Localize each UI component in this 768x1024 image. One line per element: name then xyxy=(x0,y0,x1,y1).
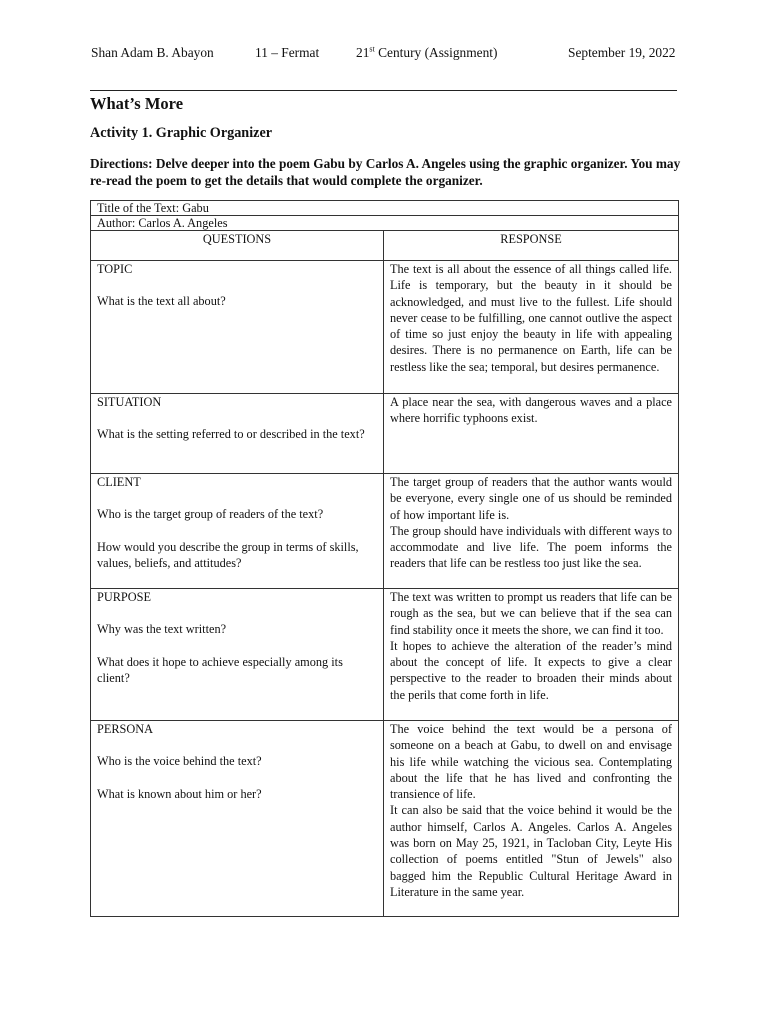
question-text: What is known about him or her? xyxy=(97,786,262,801)
response-text: It hopes to achieve the alteration of the reader’s mind about the concept of life. It expects to give a clear perspective to the reader to broaden their minds about the perils that come forth in life. xyxy=(390,638,673,702)
student-name: Shan Adam B. Abayon xyxy=(91,45,214,60)
question-text: Who is the target group of readers of the text? xyxy=(97,507,324,522)
table-row xyxy=(91,589,679,721)
question-cell xyxy=(91,721,384,917)
table-row xyxy=(91,261,679,394)
response-column-header: RESPONSE xyxy=(384,231,679,261)
response-cell xyxy=(384,261,679,394)
header-divider xyxy=(90,90,677,91)
author-row xyxy=(91,216,679,231)
page-header xyxy=(0,45,768,65)
question-cell xyxy=(91,261,384,394)
question-text: Why was the text written? xyxy=(97,622,227,637)
graphic-organizer-table xyxy=(90,200,679,917)
question-text: What does it hope to achieve especially among its client? xyxy=(97,654,343,685)
table-row xyxy=(91,474,679,589)
author-cell: Author: Carlos A. Angeles xyxy=(91,216,679,231)
text-title-cell: Title of the Text: Gabu xyxy=(91,201,679,216)
question-cell xyxy=(91,474,384,589)
response-text: The voice behind the text would be a persona of someone on a beach at Gabu, to dwell on and envisage his life while watching the vicious sea. Contemplating about the life that he has lived and confronting the transience of life. xyxy=(390,722,673,802)
question-cell xyxy=(91,394,384,474)
column-header-row xyxy=(91,231,679,261)
response-cell xyxy=(384,589,679,721)
question-text: What is the setting referred to or described in the text? xyxy=(97,427,365,442)
row-label: CLIENT xyxy=(97,475,141,489)
row-label: TOPIC xyxy=(97,262,133,276)
response-text: A place near the sea, with dangerous waves and a place where horrific typhoons exist. xyxy=(390,395,673,426)
table-row xyxy=(91,394,679,474)
subject-rest: Century (Assignment) xyxy=(374,45,498,60)
row-label: PERSONA xyxy=(97,722,154,736)
assignment-date: September 19, 2022 xyxy=(568,45,676,60)
subject-number: 21 xyxy=(356,45,370,60)
row-label: SITUATION xyxy=(97,395,162,409)
question-text: What is the text all about? xyxy=(97,294,226,309)
text-title-row xyxy=(91,201,679,216)
table-row xyxy=(91,721,679,917)
response-text: The group should have individuals with different ways to accommodate and live life. The poem informs the readers that life can be restless too just like the sea. xyxy=(390,523,673,571)
questions-column-header: QUESTIONS xyxy=(91,231,384,261)
subject-suffix: st xyxy=(369,44,375,54)
student-section: 11 – Fermat xyxy=(255,45,320,60)
response-cell xyxy=(384,474,679,589)
question-cell xyxy=(91,589,384,721)
response-text: The text was written to prompt us readers that life can be rough as the sea, but we can believe that if the sea can find stability once it meets the shore, we can find it too. xyxy=(390,590,673,637)
response-text: It can also be said that the voice behind it would be the author himself, Carlos A. Angeles. Carlos A. Angeles was born on May 25, 1921, in Tacloban City, Leyte His collection of poems entitled "Stun of Jewels" also bagged him the Republic Cultural Heritage Award in Literature in the same year. xyxy=(390,803,673,899)
directions-text: Directions: Delve deeper into the poem Gabu by Carlos A. Angeles using the graphic organizer. You may re-read the poem to get the details that would complete the organizer. xyxy=(90,156,681,188)
question-text: Who is the voice behind the text? xyxy=(97,754,262,769)
response-text: The text is all about the essence of all things called life. Life is temporary, but the beauty in it should be acknowledged, and must live to the fullest. Life should never cease to be fulfilling, one cannot outlive the aspect of time so just enjoy the beauty in life with appealing desires. There is no permanence on Earth, life can be restless like the sea; temporal, but desires permanence. xyxy=(390,262,673,374)
section-title: What’s More xyxy=(90,94,184,113)
subject-label xyxy=(356,45,497,61)
response-text: The target group of readers that the author wants would be everyone, every single one of us should be reminded of how important life is. xyxy=(390,475,673,522)
response-cell xyxy=(384,721,679,917)
question-text: How would you describe the group in terms of skills, values, beliefs, and attitudes? xyxy=(97,539,359,570)
row-label: PURPOSE xyxy=(97,590,151,604)
response-cell xyxy=(384,394,679,474)
activity-heading: Activity 1. Graphic Organizer xyxy=(90,125,273,141)
